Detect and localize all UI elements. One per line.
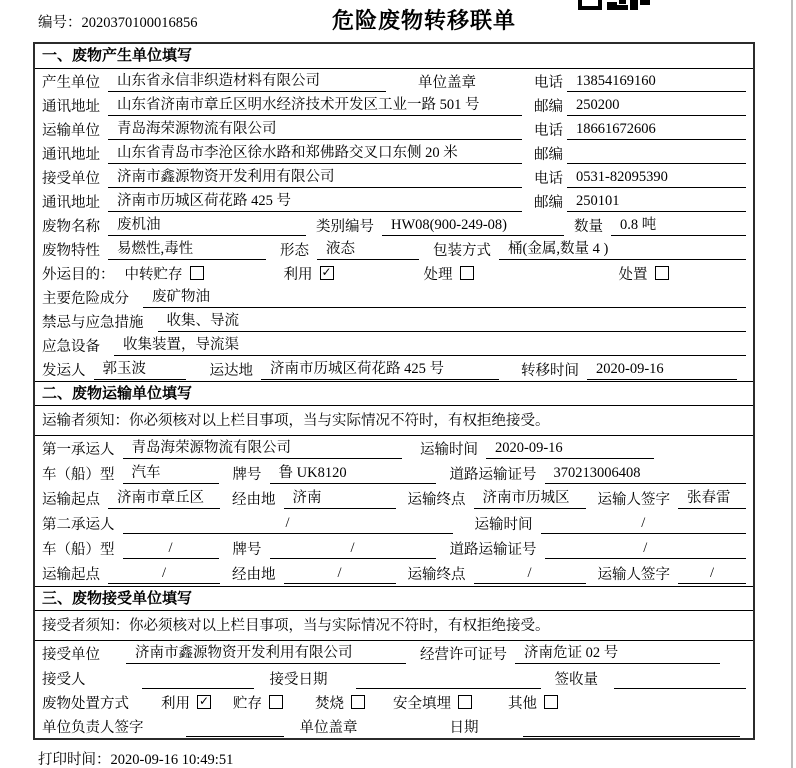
category-code-label: 类别编号 (316, 218, 374, 235)
producer-address-value: 山东省济南市章丘区明水经济技术开发区工业一路 501 号 (108, 95, 522, 116)
row-producer (35, 69, 753, 93)
transporter-value: 青岛海荣源物流有限公司 (108, 119, 522, 140)
manifest-form (33, 42, 755, 740)
quantity-value: 0.8 吨 (611, 215, 746, 236)
waste-character-value: 易燃性,毒性 (108, 239, 266, 260)
vehicle-type-label: 车（船）型 (42, 542, 115, 558)
print-time (38, 748, 233, 768)
receiver-phone-value: 0531-82095390 (567, 167, 746, 188)
section3-title: 三、废物接受单位填写 (35, 586, 753, 611)
responsible-signature-label: 单位负责人签字 (42, 719, 144, 736)
route-end-label: 运输终点 (407, 492, 466, 508)
producer-zip-group (534, 95, 746, 116)
receiver-label: 接受单位 (42, 170, 100, 187)
option-label: 利用 (283, 266, 313, 283)
quantity-label: 数量 (574, 218, 603, 235)
disposal-option-other (508, 692, 558, 713)
checkbox (320, 266, 334, 280)
carrier-signature-value: / (678, 563, 746, 584)
unit-seal-label: 单位盖章 (418, 74, 476, 91)
row-transporter (35, 117, 753, 141)
zip-label: 邮编 (534, 194, 563, 211)
route-via-value: / (284, 563, 396, 584)
route-start-label: 运输起点 (42, 567, 100, 583)
row-emergency-equipment (35, 333, 753, 357)
row-vehicle-2 (35, 536, 753, 561)
row-receiver-address (35, 189, 753, 213)
first-carrier-label: 第一承运人 (42, 442, 115, 458)
route-end-value: 济南市历城区 (474, 488, 586, 509)
row-acceptor (35, 666, 753, 690)
accept-date-value (356, 668, 541, 689)
destination-label: 运达地 (209, 362, 253, 379)
phone-label: 电话 (534, 122, 563, 139)
route-start-label: 运输起点 (42, 492, 100, 508)
vehicle-type-label: 车（船）型 (42, 467, 115, 483)
row-route-1 (35, 486, 753, 511)
row-transporter-address (35, 141, 753, 165)
disposal-option-landfill (393, 692, 472, 713)
row-consignor (35, 357, 753, 381)
page-edge-line (791, 0, 793, 768)
route-via-value: 济南 (284, 488, 396, 509)
transport-time-value: 2020-09-16 (486, 438, 654, 459)
carrier-signature-label: 运输人签字 (597, 492, 670, 508)
second-carrier-value: / (123, 513, 453, 534)
purpose-option-utilize (284, 263, 334, 284)
checkbox (190, 266, 204, 280)
disposal-option-storage (233, 692, 283, 713)
transporter-zip-group (534, 143, 746, 164)
route-start-value: 济南市章丘区 (108, 488, 220, 509)
accept-unit-value: 济南市鑫源物资开发利用有限公司 (126, 643, 406, 664)
received-qty-label: 签收量 (554, 671, 598, 688)
transfer-time-value: 2020-09-16 (587, 359, 737, 380)
hazard-component-label: 主要危险成分 (42, 290, 129, 307)
destination-value: 济南市历城区荷花路 425 号 (261, 359, 499, 380)
first-carrier-value: 青岛海荣源物流有限公司 (123, 438, 403, 459)
receiver-zip-group (534, 191, 746, 212)
plate-number-value: / (270, 538, 436, 559)
address-label: 通讯地址 (42, 146, 100, 163)
emergency-measures-label: 禁忌与应急措施 (42, 314, 144, 331)
vehicle-type-value: 汽车 (123, 463, 219, 484)
physical-form-label: 形态 (280, 242, 309, 259)
option-label: 利用 (161, 695, 190, 712)
emergency-measures-value: 收集、导流 (158, 311, 747, 332)
row-receiver (35, 165, 753, 189)
zip-label: 邮编 (534, 146, 563, 163)
road-permit-label: 道路运输证号 (449, 542, 537, 558)
road-permit-value: 370213006408 (545, 463, 747, 484)
option-label: 处置 (618, 266, 648, 283)
checkbox (458, 695, 472, 709)
transporter-phone-value: 18661672606 (567, 119, 746, 140)
transfer-purpose-label: 外运目的： (42, 266, 115, 283)
category-code-value: HW08(900-249-08) (382, 215, 564, 236)
serial-number (38, 11, 198, 32)
phone-label: 电话 (534, 170, 563, 187)
transporter-label: 运输单位 (42, 122, 100, 139)
acceptor-value (142, 668, 254, 689)
row-second-carrier (35, 511, 753, 536)
row-vehicle-1 (35, 461, 753, 486)
transporter-notice: 运输者须知：你必须核对以上栏目事项，当与实际情况不符时，有权拒绝接受。 (35, 406, 753, 436)
physical-form-value: 液态 (317, 239, 419, 260)
row-accept-unit (35, 641, 753, 666)
serial-label: 编号： (38, 15, 82, 31)
phone-label: 电话 (534, 74, 563, 91)
waste-name-value: 废机油 (108, 215, 306, 236)
date-label: 日期 (449, 719, 479, 736)
row-first-carrier (35, 436, 753, 461)
row-waste-character (35, 237, 753, 261)
row-disposal-method (35, 690, 753, 714)
waste-character-label: 废物特性 (42, 242, 100, 259)
page-title: 危险废物转移联单 (332, 8, 517, 33)
route-end-label: 运输终点 (407, 567, 466, 583)
waste-name-label: 废物名称 (42, 218, 100, 235)
row-producer-address (35, 93, 753, 117)
received-qty-value (614, 668, 746, 689)
transport-time-value: / (541, 513, 747, 534)
acceptor-label: 接受人 (42, 671, 86, 688)
row-hazard-component (35, 285, 753, 309)
receiver-notice: 接受者须知：你必须核对以上栏目事项，当与实际情况不符时，有权拒绝接受。 (35, 611, 753, 641)
checkbox (269, 695, 283, 709)
checkbox (460, 266, 474, 280)
hazard-component-value: 废矿物油 (143, 287, 746, 308)
transfer-time-label: 转移时间 (521, 362, 579, 379)
packing-value: 桶(金属,数量 4 ) (499, 239, 746, 260)
print-time-label: 打印时间： (38, 752, 111, 768)
receiver-phone-group (534, 167, 746, 188)
row-responsible-signature (35, 714, 753, 738)
receiver-address-value: 济南市历城区荷花路 425 号 (108, 191, 522, 212)
producer-label: 产生单位 (42, 74, 100, 91)
road-permit-label: 道路运输证号 (449, 467, 537, 483)
transporter-phone-group (534, 119, 746, 140)
print-time-value: 2020-09-16 10:49:51 (110, 752, 234, 768)
business-permit-label: 经营许可证号 (420, 647, 507, 663)
producer-value: 山东省永信非织造材料有限公司 (108, 71, 386, 92)
receiver-zip-value: 250101 (567, 191, 746, 212)
receiver-value: 济南市鑫源物资开发利用有限公司 (108, 167, 522, 188)
route-start-value: / (108, 563, 220, 584)
row-waste-name (35, 213, 753, 237)
date-value (523, 716, 741, 737)
option-label: 中转贮存 (124, 266, 183, 283)
emergency-equipment-value: 收集装置，导流渠 (114, 335, 746, 356)
consignor-label: 发运人 (42, 362, 86, 379)
purpose-option-dispose (619, 263, 669, 284)
producer-zip-value: 250200 (567, 95, 746, 116)
producer-phone-value: 13854169160 (567, 71, 746, 92)
accept-date-label: 接受日期 (269, 671, 328, 688)
checkbox (655, 266, 669, 280)
option-label: 其他 (508, 695, 537, 712)
producer-phone-group (534, 71, 746, 92)
transporter-zip-value (567, 143, 746, 164)
plate-number-label: 牌号 (232, 542, 262, 558)
zip-label: 邮编 (534, 98, 563, 115)
consignor-value: 郭玉波 (94, 359, 186, 380)
disposal-method-label: 废物处置方式 (42, 695, 129, 712)
packing-label: 包装方式 (433, 242, 491, 259)
business-permit-value: 济南危证 02 号 (515, 643, 720, 664)
option-label: 安全填埋 (393, 695, 451, 712)
option-label: 焚烧 (315, 695, 344, 712)
checkbox (544, 695, 558, 709)
responsible-signature-value (186, 716, 284, 737)
carrier-signature-value: 张春雷 (678, 488, 746, 509)
option-label: 贮存 (233, 695, 262, 712)
route-via-label: 经由地 (232, 567, 276, 583)
address-label: 通讯地址 (42, 194, 100, 211)
section1-title: 一、废物产生单位填写 (35, 44, 753, 69)
serial-value: 2020370100016856 (81, 15, 198, 31)
section2-title: 二、废物运输单位填写 (35, 381, 753, 406)
checkbox (197, 695, 211, 709)
vehicle-type-value: / (123, 538, 219, 559)
purpose-option-treat (424, 263, 474, 284)
plate-number-label: 牌号 (232, 467, 262, 483)
route-via-label: 经由地 (232, 492, 276, 508)
emergency-equipment-label: 应急设备 (42, 338, 100, 355)
transport-time-label: 运输时间 (420, 442, 478, 458)
unit-seal-label: 单位盖章 (299, 719, 358, 736)
row-route-2 (35, 561, 753, 586)
purpose-option-storage (125, 263, 204, 284)
row-transfer-purpose (35, 261, 753, 285)
row-emergency-measures (35, 309, 753, 333)
second-carrier-label: 第二承运人 (42, 517, 115, 533)
transport-time-label: 运输时间 (474, 517, 533, 533)
qr-code-fragment (578, 0, 650, 10)
carrier-signature-label: 运输人签字 (597, 567, 670, 583)
road-permit-value: / (545, 538, 747, 559)
route-end-value: / (474, 563, 586, 584)
address-label: 通讯地址 (42, 98, 100, 115)
disposal-option-incinerate (315, 692, 365, 713)
disposal-option-utilize (161, 692, 211, 713)
transporter-address-value: 山东省青岛市李沧区徐水路和郑佛路交叉口东侧 20 米 (108, 143, 522, 164)
checkbox (351, 695, 365, 709)
plate-number-value: 鲁 UK8120 (270, 463, 436, 484)
option-label: 处理 (423, 266, 453, 283)
accept-unit-label: 接受单位 (42, 647, 100, 663)
